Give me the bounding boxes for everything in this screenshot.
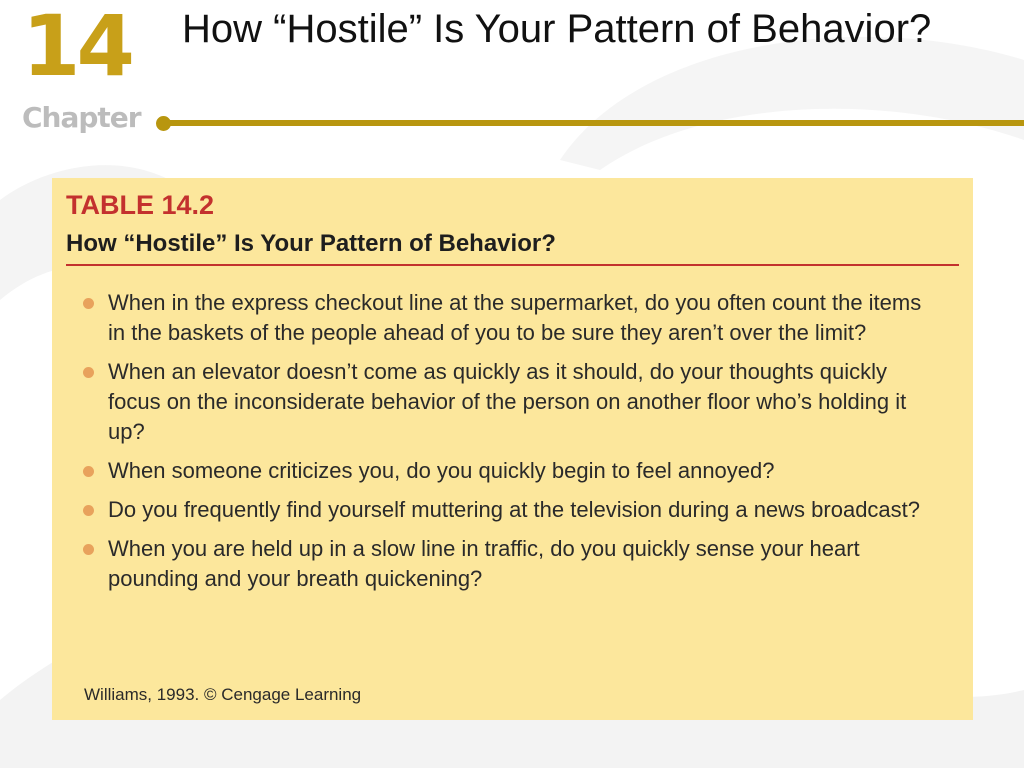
bullet-icon	[83, 544, 94, 555]
table-panel	[52, 178, 973, 720]
table-heading: How “Hostile” Is Your Pattern of Behavior?	[66, 230, 556, 257]
list-item-text: When you are held up in a slow line in traffic, do you quickly sense your heart pounding and your breath quickening?	[108, 536, 860, 591]
chapter-label: Chapter	[22, 101, 141, 134]
question-list	[82, 288, 942, 603]
list-item	[82, 456, 942, 486]
source-citation: Williams, 1993. © Cengage Learning	[84, 685, 362, 704]
title-rule	[166, 120, 1024, 126]
list-item-text: When an elevator doesn’t come as quickly as it should, do your thoughts quickly focus on the inconsiderate behavior of the person on another floor who’s holding it up?	[108, 359, 907, 444]
list-item-text: When in the express checkout line at the supermarket, do you often count the items in the baskets of the people ahead of you to be sure they aren’t over the limit?	[108, 290, 922, 345]
bullet-icon	[83, 466, 94, 477]
list-item	[82, 357, 942, 447]
list-item	[82, 534, 942, 594]
bullet-icon	[83, 367, 94, 378]
list-item-text: Do you frequently find yourself muttering at the television during a news broadcast?	[108, 497, 921, 522]
table-number: TABLE 14.2	[66, 190, 215, 220]
table-divider	[66, 264, 959, 266]
bullet-icon	[83, 298, 94, 309]
chapter-number: 14	[22, 0, 131, 95]
list-item	[82, 495, 942, 525]
bullet-icon	[83, 505, 94, 516]
slide-title: How “Hostile” Is Your Pattern of Behavior?	[182, 7, 932, 51]
list-item-text: When someone criticizes you, do you quickly begin to feel annoyed?	[108, 458, 775, 483]
list-item	[82, 288, 942, 348]
